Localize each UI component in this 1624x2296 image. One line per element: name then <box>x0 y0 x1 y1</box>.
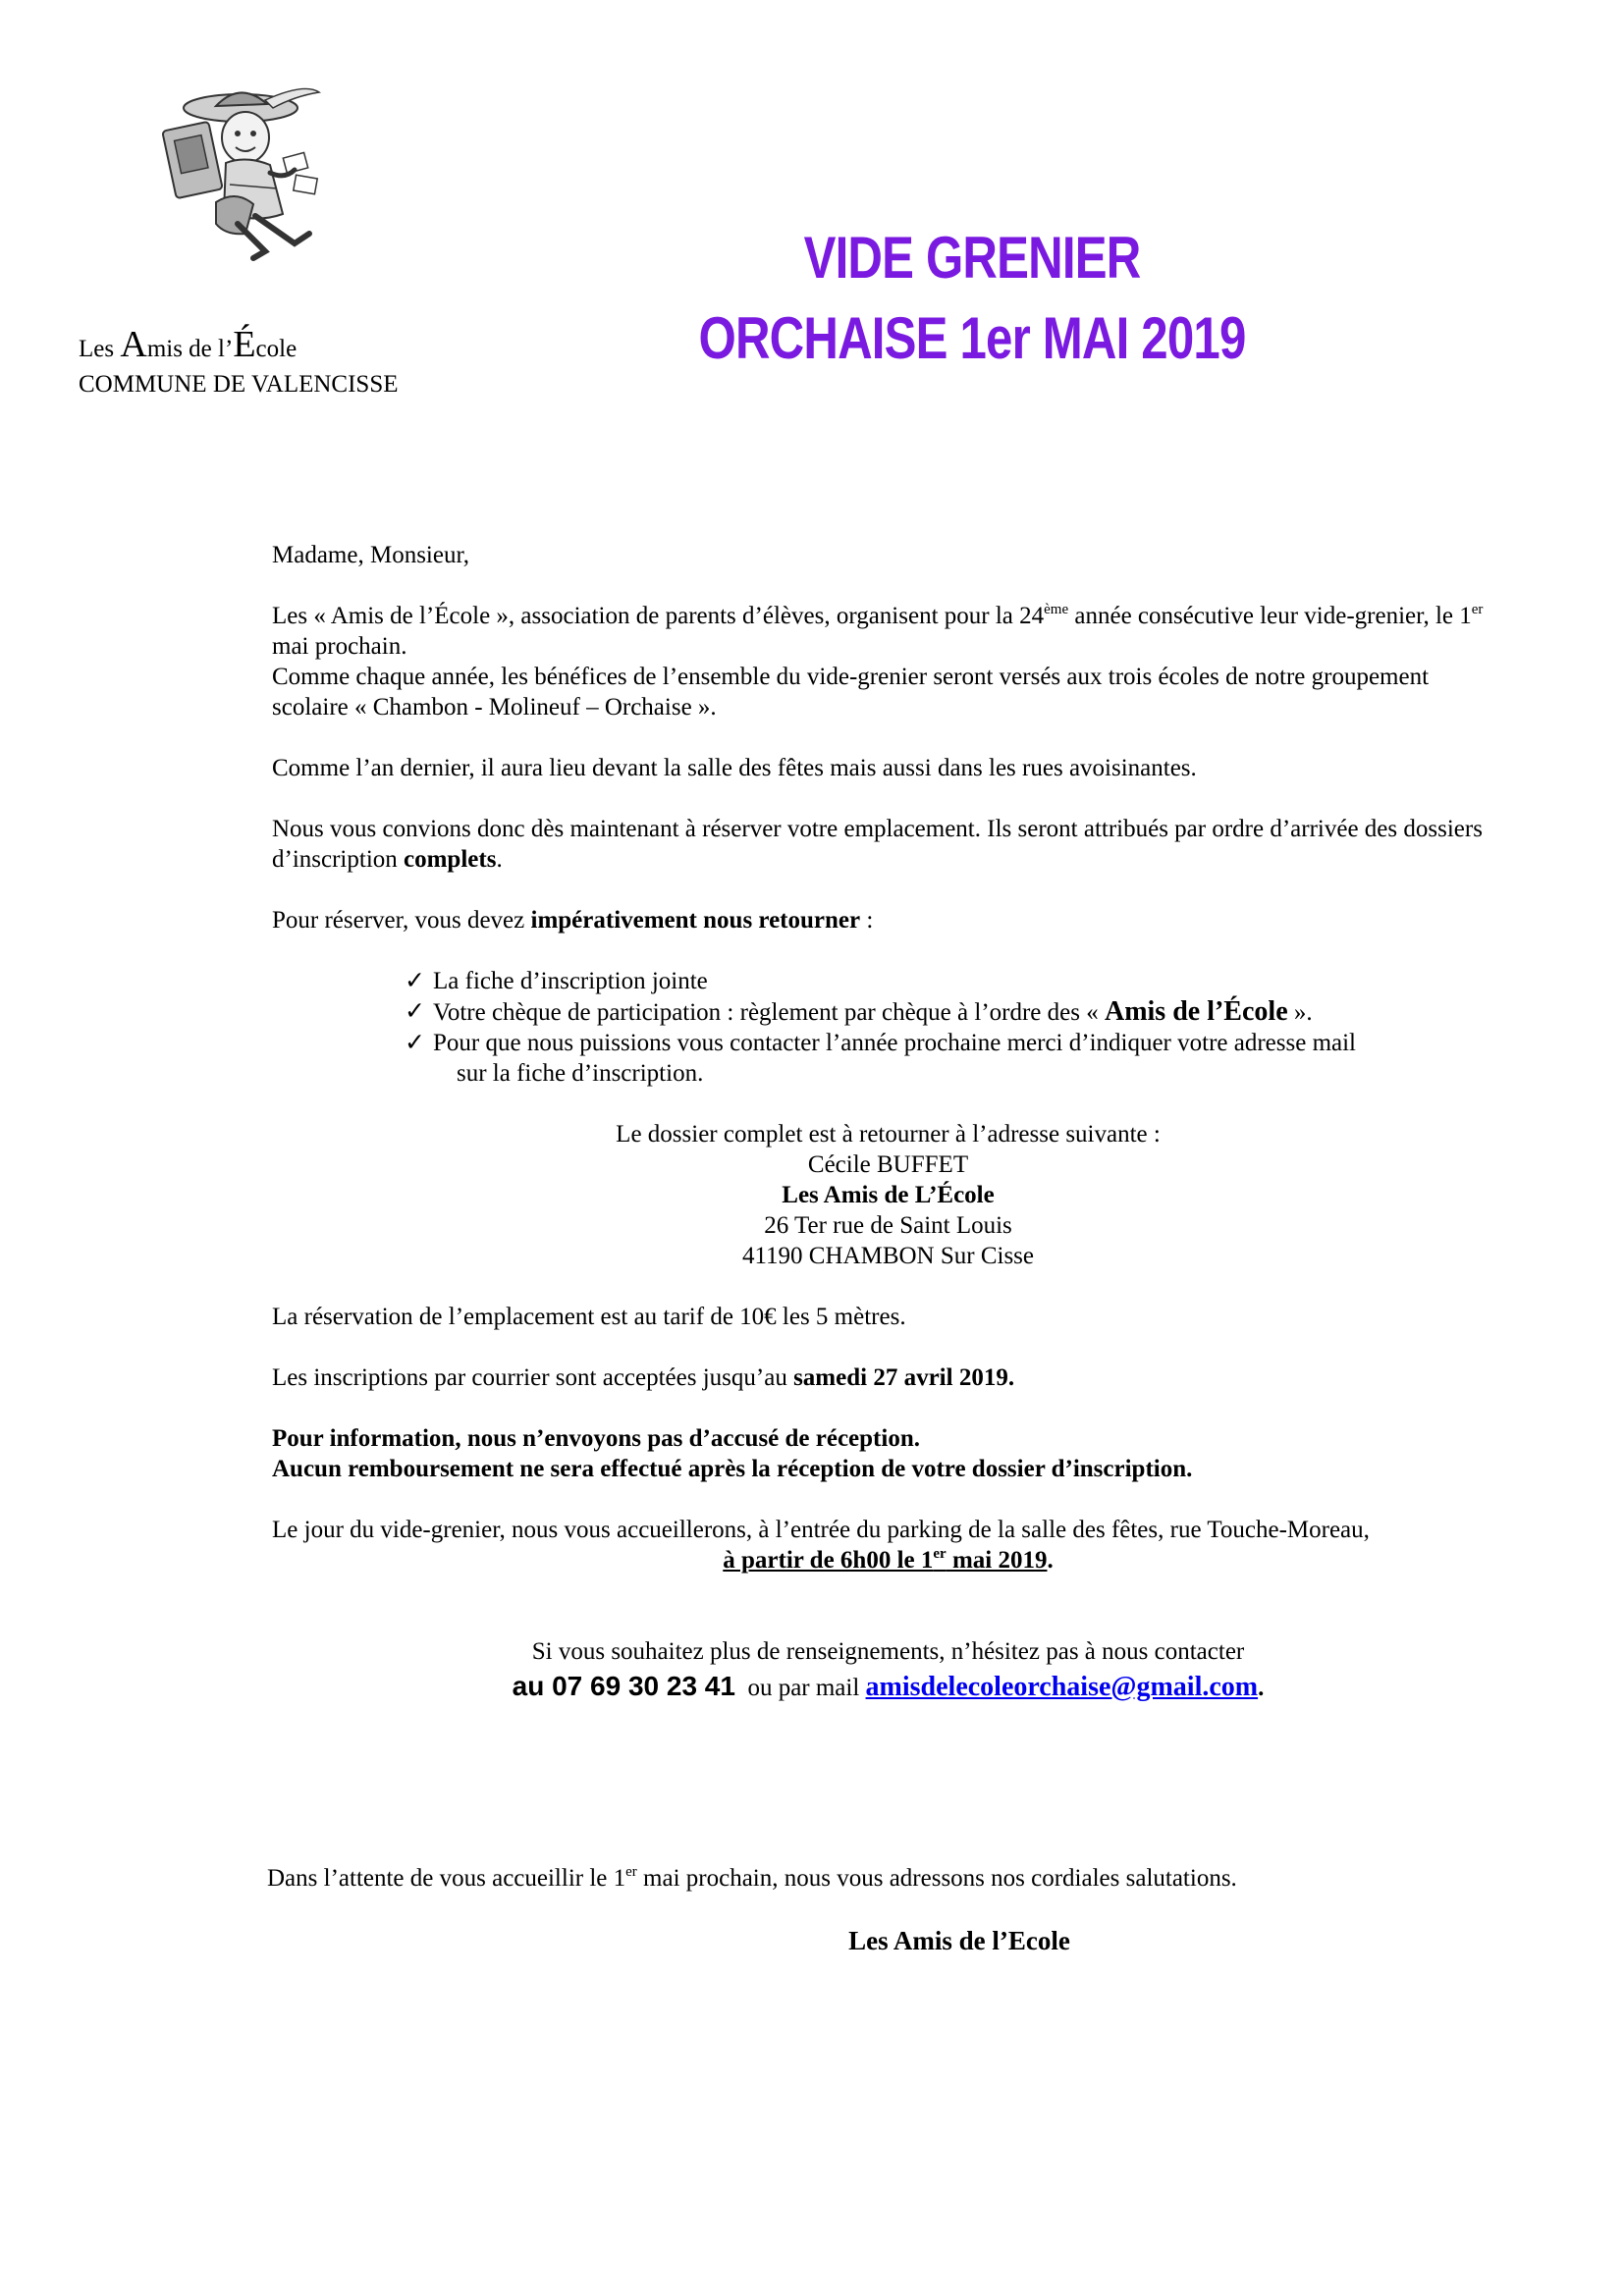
contact-phone: au 07 69 30 23 41 <box>512 1671 735 1701</box>
checkmark-icon: ✓ <box>405 1030 425 1056</box>
address-street: 26 Ter rue de Saint Louis <box>764 1212 1012 1239</box>
address-org: Les Amis de L’École <box>782 1182 995 1208</box>
paragraph-deadline: Les inscriptions par courrier sont acceptées jusqu’au samedi 27 avril 2019. <box>272 1364 1015 1391</box>
checklist-item: ✓ La fiche d’inscription jointe <box>405 968 708 994</box>
salutation: Madame, Monsieur, <box>272 542 470 568</box>
contact-details: au 07 69 30 23 41 ou par mail amisdelecoleorchaise@gmail.com. <box>512 1671 1265 1702</box>
organization-line-2: COMMUNE DE VALENCISSE <box>79 371 399 398</box>
contact-line: Si vous souhaitez plus de renseignements, n’hésitez pas à nous contacter <box>531 1638 1245 1665</box>
title-line-1: VIDE GRENIER <box>803 225 1141 291</box>
address-name: Cécile BUFFET <box>807 1151 969 1178</box>
closing-sentence: Dans l’attente de vous accueillir le 1er mai prochain, nous vous adressons nos cordiales salutations. <box>267 1864 1237 1892</box>
return-address <box>272 1119 1504 1271</box>
paragraph-day: Le jour du vide-grenier, nous vous accueillerons, à l’entrée du parking de la salle des fêtes, rue Touche-Moreau, <box>272 1517 1370 1543</box>
school-mascot-logo <box>147 86 373 263</box>
organization-name <box>79 324 399 402</box>
contact-email-link[interactable]: amisdelecoleorchaise@gmail.com <box>865 1672 1259 1702</box>
checkmark-icon: ✓ <box>405 968 425 994</box>
signature: Les Amis de l’Ecole <box>848 1926 1070 1955</box>
paragraph-tarif: La réservation de l’emplacement est au tarif de 10€ les 5 mètres. <box>272 1304 906 1330</box>
paragraph-reservation: Nous vous convions donc dès maintenant à réserver votre emplacement. Ils seront attribués par ordre d’arrivée des dossiers d’inscription complets. <box>272 816 1483 873</box>
title-line-2: ORCHAISE 1er MAI 2019 <box>698 305 1246 371</box>
address-intro: Le dossier complet est à retourner à l’adresse suivante : <box>616 1121 1161 1148</box>
paragraph-to-return: Pour réserver, vous devez impérativement nous retourner : <box>272 907 874 934</box>
day-start-time: à partir de 6h00 le 1er mai 2019. <box>723 1546 1054 1574</box>
letter-body <box>272 540 1504 1708</box>
info-no-receipt: Pour information, nous n’envoyons pas d’accusé de réception. <box>272 1425 920 1452</box>
paragraph-benefits: Comme chaque année, les bénéfices de l’ensemble du vide-grenier seront versés aux trois écoles de notre groupement scolaire « Chambon - Molineuf – Orchaise ». <box>272 664 1430 721</box>
contact-block <box>272 1636 1504 1708</box>
organization-line-1: Les Amis de l’École <box>79 324 298 365</box>
paragraph-location: Comme l’an dernier, il aura lieu devant la salle des fêtes mais aussi dans les rues avoisinantes. <box>272 755 1197 781</box>
checklist-item: ✓ Votre chèque de participation : règlement par chèque à l’ordre des « Amis de l’École ». <box>405 996 1313 1027</box>
checklist <box>272 966 1504 1089</box>
page-title <box>625 218 1318 379</box>
address-city: 41190 CHAMBON Sur Cisse <box>741 1243 1035 1269</box>
checklist-item: ✓ Pour que nous puissions vous contacter l’année prochaine merci d’indiquer votre adresse mail sur la fiche d’inscription. <box>405 1030 1357 1087</box>
paragraph-intro: Les « Amis de l’École », association de parents d’élèves, organisent pour la 24ème année consécutive leur vide-grenier, le 1er mai prochain. <box>272 602 1484 660</box>
info-no-refund: Aucun remboursement ne sera effectué après la réception de votre dossier d’inscription. <box>272 1456 1193 1482</box>
checkmark-icon: ✓ <box>405 998 425 1025</box>
